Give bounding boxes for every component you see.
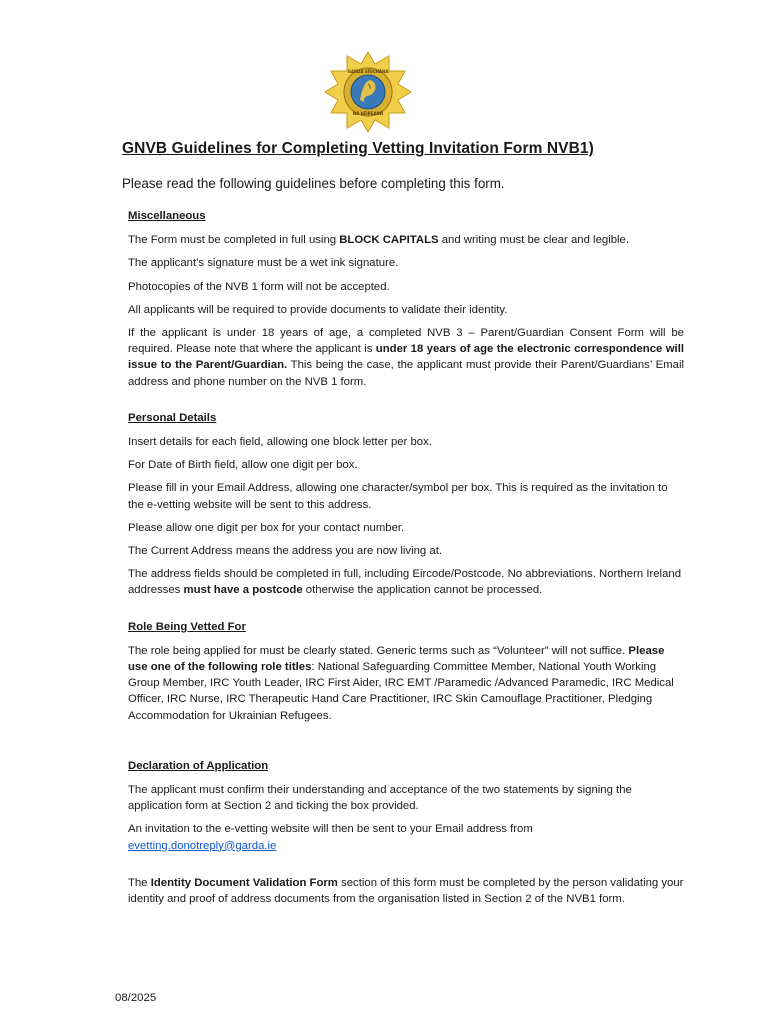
bold-run: BLOCK CAPITALS <box>339 234 439 247</box>
personal-paragraph-1: Insert details for each field, allowing one block letter per box. <box>128 436 432 449</box>
section-heading-role: Role Being Vetted For <box>128 620 246 633</box>
section-heading-declaration: Declaration of Application <box>128 759 269 772</box>
section-heading-misc: Miscellaneous <box>128 210 206 222</box>
guidelines-body <box>128 208 684 914</box>
garda-crest-logo <box>323 50 413 134</box>
intro-text: Please read the following guidelines before completing this form. <box>122 176 505 191</box>
personal-paragraph-4: Please allow one digit per box for your contact number. <box>128 521 405 534</box>
misc-paragraph-5 <box>128 325 684 390</box>
text-run: The role being applied for must be clearly stated. Generic terms such as “Volunteer” will not suffice. <box>128 644 629 657</box>
crest-text-bottom: NA hÉIREANN <box>352 111 384 116</box>
section-heading-personal: Personal Details <box>128 411 217 424</box>
text-run: An invitation to the e-vetting website will then be sent to your Email address from <box>128 823 533 836</box>
text-run: If the applicant is under 18 years of age, a completed NVB 3 – Parent/Guardian Consent Form will be required. Please note that where the applicant is <box>128 327 684 356</box>
misc-paragraph-3: Photocopies of the NVB 1 form will not be accepted. <box>128 280 390 293</box>
personal-paragraph-2: For Date of Birth field, allow one digit per box. <box>128 459 358 472</box>
personal-paragraph-3: Please fill in your Email Address, allowing one character/symbol per box. This is required as the invitation to the e-vetting website will be sent to this address. <box>128 482 668 511</box>
misc-paragraph-4: All applicants will be required to provide documents to validate their identity. <box>128 303 508 316</box>
text-run: This being the case, the applicant must provide their Parent/Guardians’ Email address and phone number on the NVB 1 form. <box>128 359 684 388</box>
misc-paragraph-1 <box>128 232 684 248</box>
declaration-paragraph-2 <box>128 821 684 853</box>
text-run: The Form must be completed in full using <box>128 234 340 247</box>
text-run: and writing must be clear and legible. <box>438 234 630 247</box>
text-run: section of this form must be completed by the person validating your identity and proof of address documents from the organisation listed in Section 2 of the NVB1 form. <box>128 876 684 906</box>
bold-run: must have a postcode <box>183 584 303 597</box>
bold-run: Please use one of the following role titles <box>128 644 665 674</box>
text-run: The <box>128 876 151 889</box>
text-run: : National Safeguarding Committee Member, National Youth Working Group Member, IRC Youth Leader, IRC First Aider, IRC EMT /Paramedic /Advanced Paramedic, IRC Medical Officer, IRC Nurse, IRC Therapeutic Hand Care Practitioner, IRC Skin Camouflage Practitioner, Pledging Accommodation for Ukrainian Refugees. <box>128 661 674 722</box>
personal-paragraph-5: The Current Address means the address you are now living at. <box>128 545 443 558</box>
bold-run: Identity Document Validation Form <box>150 876 338 889</box>
crest-text-top: GARDA SÍOCHÁNA <box>347 69 389 74</box>
identity-paragraph <box>128 875 684 907</box>
footer-date: 08/2025 <box>115 992 157 1004</box>
email-link[interactable]: evetting.donotreply@garda.ie <box>128 839 277 852</box>
personal-paragraph-6 <box>128 566 684 598</box>
misc-paragraph-2: The applicant’s signature must be a wet ink signature. <box>128 257 399 270</box>
declaration-paragraph-1: The applicant must confirm their understanding and acceptance of the two statements by signing the application form at Section 2 and ticking the box provided. <box>128 784 632 813</box>
text-run: The address fields should be completed in full, including Eircode/Postcode. No abbreviations. Northern Ireland addresses <box>128 568 682 597</box>
page-title: GNVB Guidelines for Completing Vetting Invitation Form NVB1) <box>122 140 594 157</box>
role-paragraph-1 <box>128 643 684 724</box>
bold-run: under 18 years of age the electronic correspondence will issue to the Parent/Guardian. <box>128 343 685 372</box>
text-run: otherwise the application cannot be processed. <box>302 584 543 597</box>
